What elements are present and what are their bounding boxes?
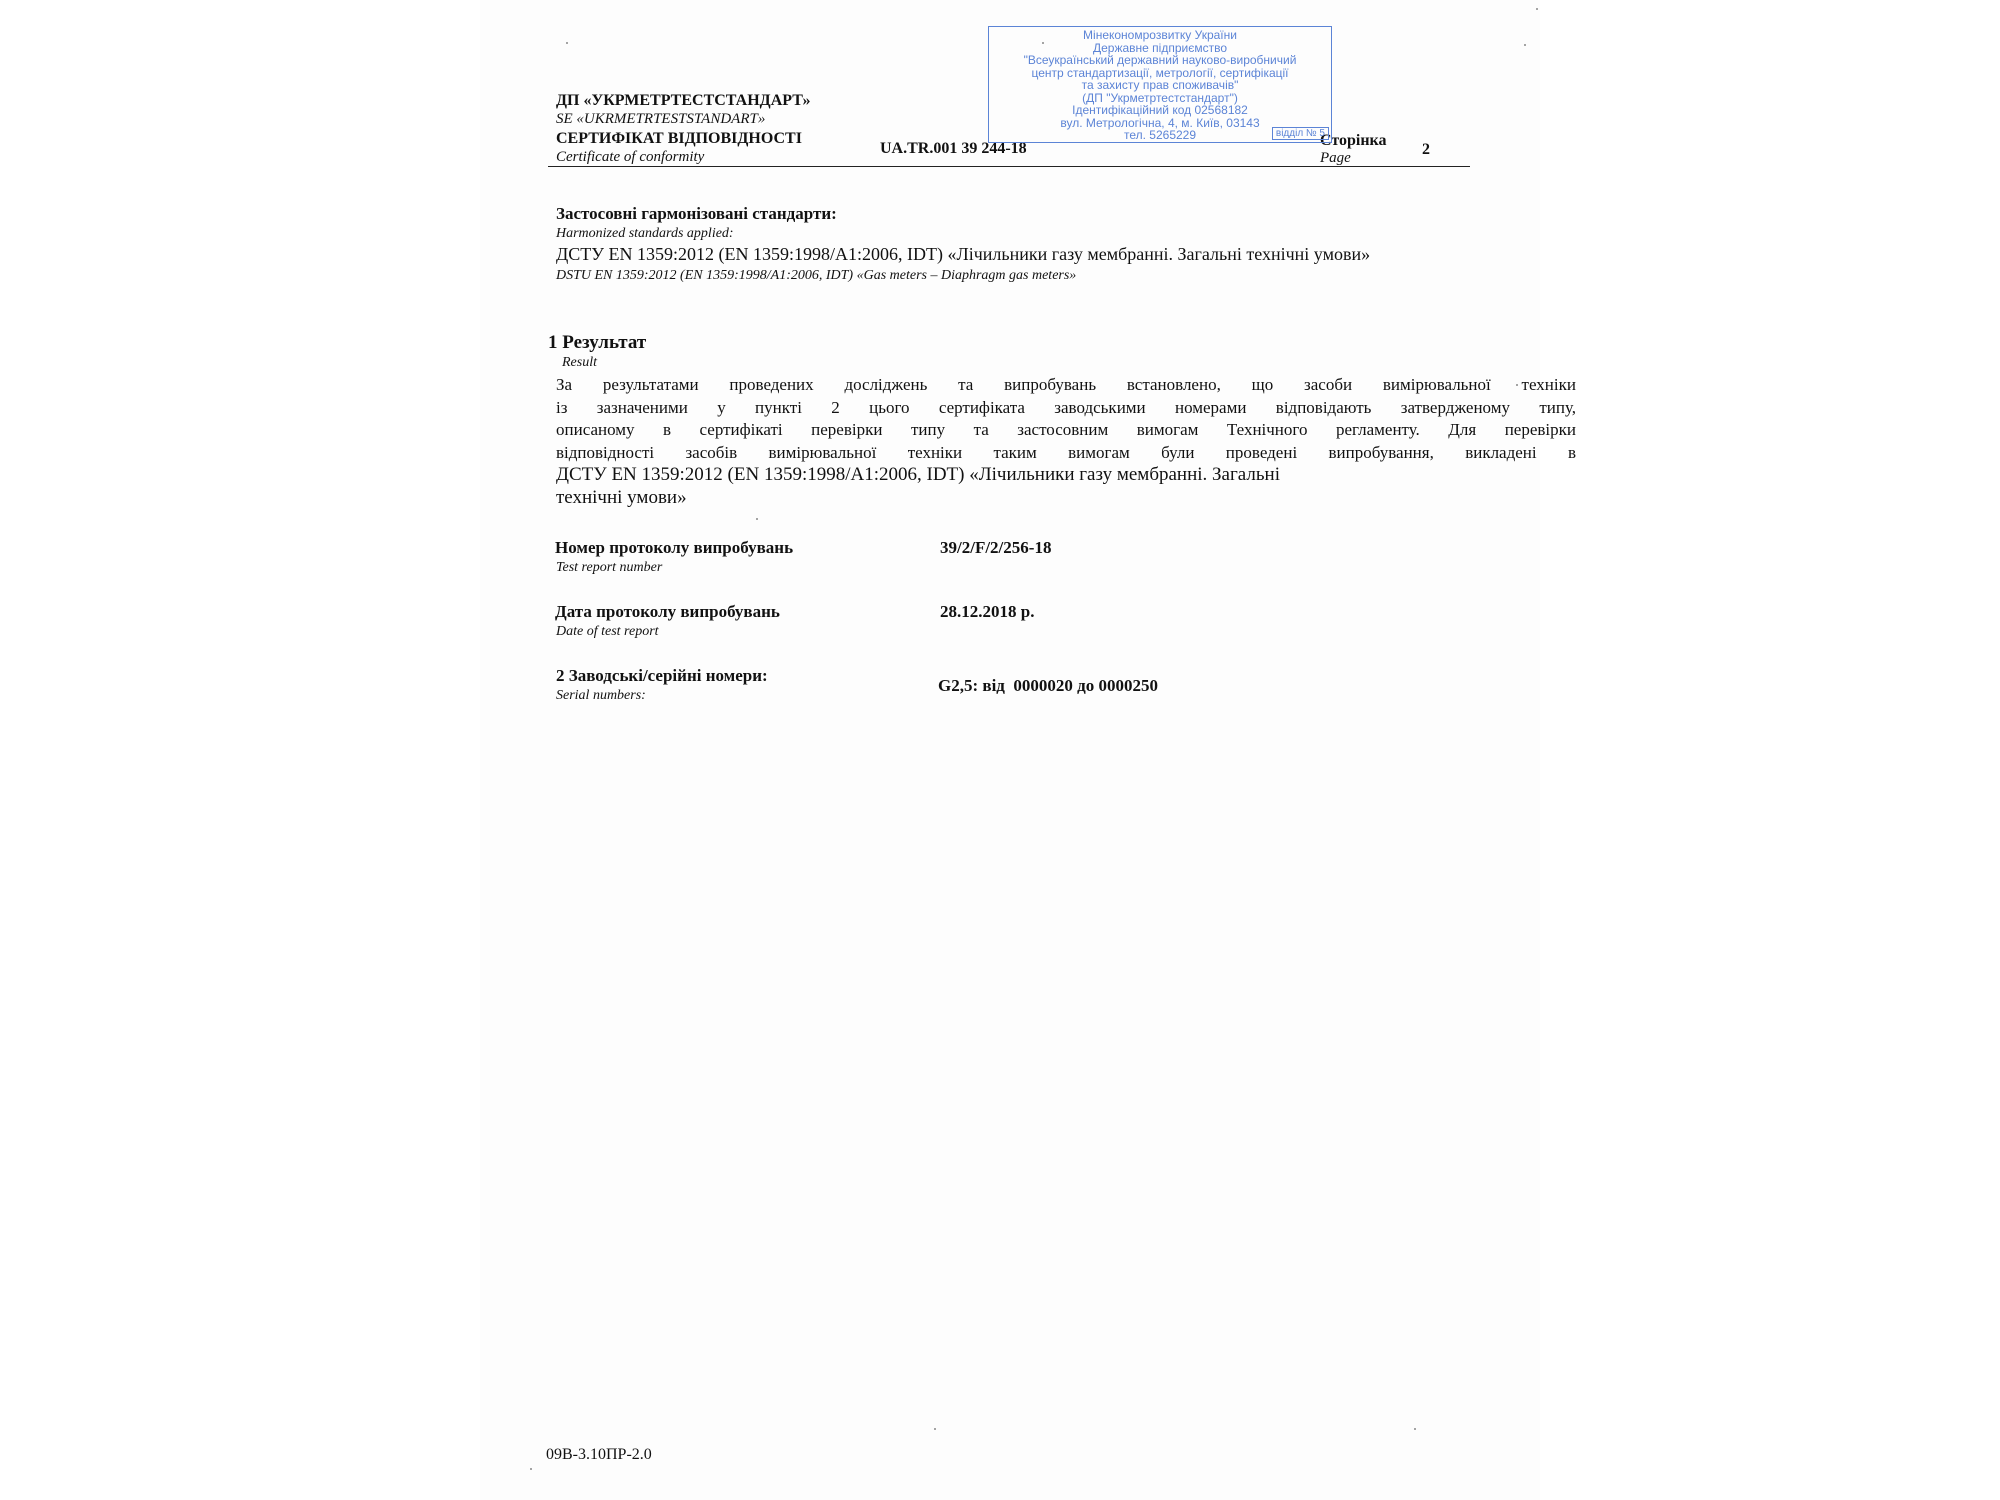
scan-speck bbox=[1414, 1428, 1416, 1430]
result-line: ДСТУ EN 1359:2012 (EN 1359:1998/A1:2006, IDT) «Лічильники газу мембранні. Загальні bbox=[556, 464, 1280, 485]
org-name-en: SE «UKRMETRTESTSTANDART» bbox=[556, 111, 766, 127]
stamp-department: відділ № 5 bbox=[1272, 127, 1329, 140]
scan-speck bbox=[1524, 44, 1526, 46]
scan-speck bbox=[566, 42, 568, 44]
stamp-line: "Всеукраїнський державний науково-виробничий bbox=[1023, 53, 1297, 67]
result-title-ua: 1 Результат bbox=[548, 332, 647, 353]
standards-title-ua: Застосовні гармонізовані стандарти: bbox=[556, 204, 837, 223]
result-line: відповідності засобів вимірювальної техніки таким вимогам були проведені випробування, викладені в bbox=[556, 442, 1576, 462]
header-divider bbox=[548, 166, 1470, 167]
result-line: За результатами проведених досліджень та випробувань встановлено, що засоби вимірювальної техніки bbox=[556, 375, 1576, 394]
stamp-line: Мінекономрозвитку України bbox=[1083, 28, 1237, 42]
certificate-number: UA.TR.001 39 244-18 bbox=[880, 140, 1027, 157]
report-date-label-en: Date of test report bbox=[556, 624, 659, 639]
standards-text-en: DSTU EN 1359:2012 (EN 1359:1998/A1:2006, IDT) «Gas meters – Diaphragm gas meters» bbox=[556, 268, 1077, 283]
serials-label-en: Serial numbers: bbox=[556, 688, 646, 703]
stamp-line: центр стандартизації, метрології, сертифікації bbox=[1031, 65, 1289, 80]
stamp-line: вул. Метрологічна, 4, м. Київ, 03143 bbox=[1060, 115, 1260, 130]
doc-title-en: Certificate of conformity bbox=[556, 149, 705, 165]
scan-speck bbox=[756, 518, 758, 520]
stamp-line: та захисту прав споживачів" bbox=[1081, 78, 1239, 92]
standards-title-en: Harmonized standards applied: bbox=[556, 226, 734, 241]
page-label-en: Page bbox=[1320, 150, 1351, 166]
form-code: 09В-3.10ПР-2.0 bbox=[546, 1446, 652, 1463]
stamp-line: Державне підприємство bbox=[1092, 40, 1227, 55]
serials-value: G2,5: від 0000020 до 0000250 bbox=[938, 676, 1158, 695]
result-line: технічні умови» bbox=[556, 486, 687, 508]
result-line: із зазначеними у пункті 2 цього сертифіката заводськими номерами відповідають затвердженому типу, bbox=[556, 397, 1576, 417]
report-date-value: 28.12.2018 р. bbox=[940, 602, 1035, 621]
page-label-ua: Сторінка bbox=[1320, 132, 1387, 149]
page-number: 2 bbox=[1422, 141, 1430, 158]
result-title-en: Result bbox=[562, 355, 597, 370]
organization-stamp bbox=[988, 26, 1332, 143]
scan-speck bbox=[530, 1468, 532, 1470]
scanned-sheet bbox=[480, 0, 1540, 1500]
scan-speck bbox=[934, 1428, 936, 1430]
stamp-line: Ідентифікаційний код 02568182 bbox=[1072, 103, 1248, 117]
org-name-ua: ДП «УКРМЕТРТЕСТСТАНДАРТ» bbox=[556, 92, 811, 109]
stamp-line: (ДП "Укрметртестстандарт") bbox=[1082, 90, 1238, 105]
standards-text-ua: ДСТУ EN 1359:2012 (EN 1359:1998/A1:2006, IDT) «Лічильники газу мембранні. Загальні технічні умови» bbox=[556, 244, 1371, 264]
report-date-label-ua: Дата протоколу випробувань bbox=[555, 602, 780, 621]
result-paragraph bbox=[556, 374, 1576, 509]
serials-label-ua: 2 Заводські/серійні номери: bbox=[556, 666, 768, 685]
doc-title-ua: СЕРТИФІКАТ ВІДПОВІДНОСТІ bbox=[556, 130, 802, 147]
report-number-label-ua: Номер протоколу випробувань bbox=[555, 538, 794, 557]
result-line: описаному в сертифікаті перевірки типу та застосовним вимогам Технічного регламенту. Для перевірки bbox=[556, 420, 1576, 439]
report-number-label-en: Test report number bbox=[556, 560, 663, 575]
report-number-value: 39/2/F/2/256-18 bbox=[940, 538, 1052, 557]
stamp-line: тел. 5265229 bbox=[1123, 128, 1197, 142]
scan-speck bbox=[1536, 8, 1538, 10]
